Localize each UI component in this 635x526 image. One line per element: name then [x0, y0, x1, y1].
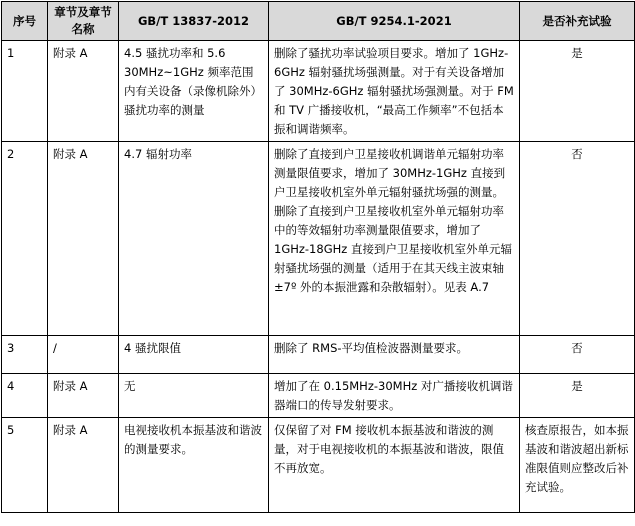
header-new-standard: GB/T 9254.1-2021: [269, 2, 520, 41]
table-row: [2, 418, 635, 513]
cell-chapter: 附录 A: [48, 142, 119, 336]
cell-new: 删除了 RMS-平均值检波器测量要求。: [269, 336, 520, 374]
cell-supplement: 是: [520, 41, 635, 142]
cell-no: 3: [2, 336, 48, 374]
cell-supplement: 否: [520, 336, 635, 374]
cell-old: 4.5 骚扰功率和 5.6 30MHz~1GHz 频率范围内有关设备（录像机除外）骚扰功率的测量: [119, 41, 269, 142]
header-no: 序号: [2, 2, 48, 41]
table-row: [2, 336, 635, 374]
cell-supplement: 是: [520, 374, 635, 418]
cell-old: 无: [119, 374, 269, 418]
cell-chapter: 附录 A: [48, 41, 119, 142]
cell-new: 删除了直接到户卫星接收机调谐单元辐射功率测量限值要求，增加了 30MHz-1GHz 直接到户卫星接收机室外单元辐射骚扰场强的测量。删除了直接到户卫星接收机室外单元辐射功率中的等效辐射功率测量限值要求，增加了 1GHz-18GHz 直接到户卫星接收机室外单元辐射骚扰场强的测量（适用于在其天线主波束轴 ±7º 外的本振泄露和杂散辐射）。见表 A.7: [269, 142, 520, 336]
cell-old: 4 骚扰限值: [119, 336, 269, 374]
cell-old: 电视接收机本振基波和谐波的测量要求。: [119, 418, 269, 513]
cell-chapter: 附录 A: [48, 374, 119, 418]
header-supplement: 是否补充试验: [520, 2, 635, 41]
cell-new: 仅保留了对 FM 接收机本振基波和谐波的测量，对于电视接收机的本振基波和谐波，限值不再放宽。: [269, 418, 520, 513]
cell-no: 5: [2, 418, 48, 513]
table-header-row: [2, 2, 635, 41]
table-row: [2, 374, 635, 418]
cell-old: 4.7 辐射功率: [119, 142, 269, 336]
cell-new: 增加了在 0.15MHz-30MHz 对广播接收机调谐器端口的传导发射要求。: [269, 374, 520, 418]
cell-new: 删除了骚扰功率试验项目要求。增加了 1GHz-6GHz 辐射骚扰场强测量。对于有关设备增加了 30MHz-6GHz 辐射骚扰场强测量。对于 FM 和 TV 广播接收机，“最高工作频率”不包括本振和调谐频率。: [269, 41, 520, 142]
cell-supplement: 否: [520, 142, 635, 336]
table-row: [2, 41, 635, 142]
cell-chapter: /: [48, 336, 119, 374]
cell-supplement: 核查原报告，如本振基波和谐波超出新标准限值则应整改后补充试验。: [520, 418, 635, 513]
cell-chapter: 附录 A: [48, 418, 119, 513]
cell-no: 1: [2, 41, 48, 142]
cell-no: 4: [2, 374, 48, 418]
header-chapter: 章节及章节名称: [48, 2, 119, 41]
header-old-standard: GB/T 13837-2012: [119, 2, 269, 41]
cell-no: 2: [2, 142, 48, 336]
standards-comparison-table: [1, 1, 635, 513]
table-row: [2, 142, 635, 336]
